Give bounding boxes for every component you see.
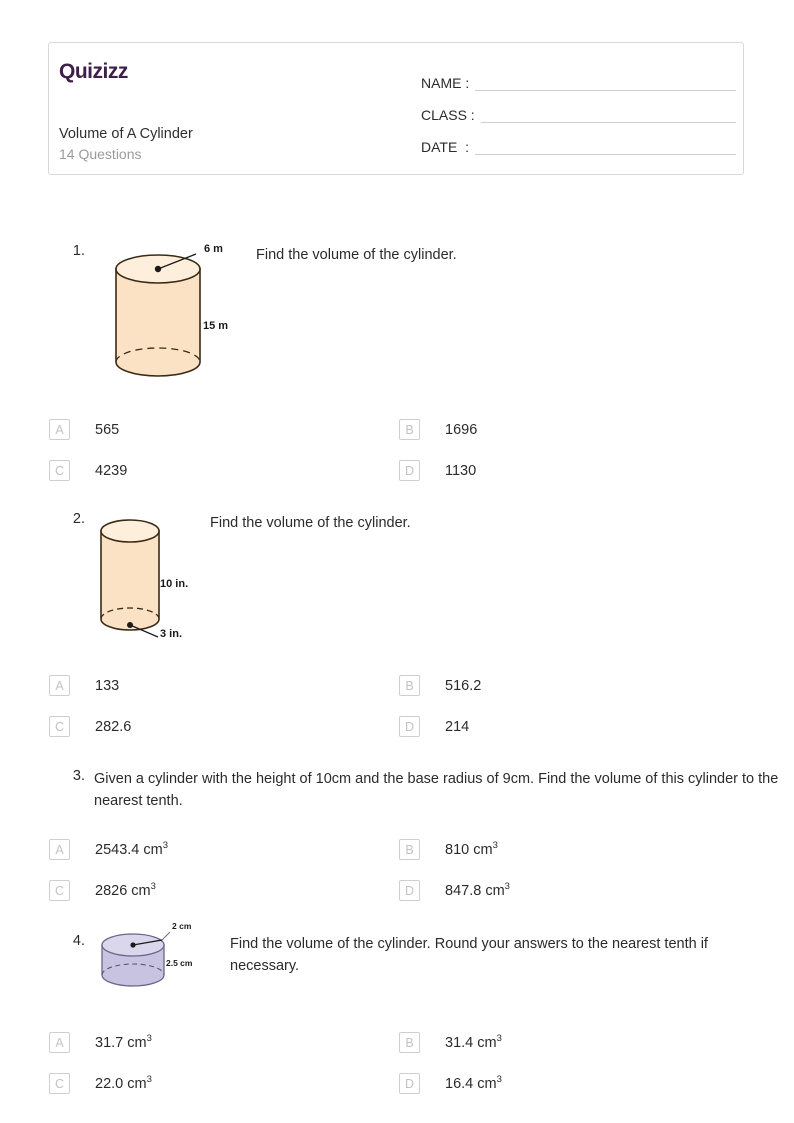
question-4-radius-label: 2 cm — [172, 923, 192, 931]
answer-text-d: 847.8 $cm^3$ — [445, 880, 510, 899]
class-field-label: CLASS : — [421, 107, 475, 123]
answer-option-d[interactable] — [399, 716, 469, 737]
answer-option-a[interactable] — [49, 419, 119, 440]
answer-option-c[interactable] — [49, 1073, 152, 1094]
class-field-row — [421, 103, 736, 123]
question-3-number: 3. — [72, 768, 85, 784]
date-field-input[interactable] — [475, 139, 736, 155]
question-2-cylinder-figure — [96, 515, 246, 650]
quizizz-logo-mark — [59, 59, 169, 85]
answer-text-c: 282.6 — [95, 718, 132, 735]
answer-text-b: 1696 — [445, 421, 478, 438]
answer-option-c[interactable] — [49, 460, 127, 481]
answer-text-d: 214 — [445, 718, 470, 735]
question-1-number: 1. — [72, 243, 85, 259]
question-2-text: Find the volume of the cylinder. — [210, 515, 411, 531]
answer-text-b: 31.4 $cm^3$ — [445, 1032, 502, 1051]
answer-text-d: 1130 — [445, 462, 477, 479]
answer-letter-c: C — [49, 1073, 70, 1094]
answer-letter-b: B — [399, 419, 420, 440]
answer-letter-b: B — [399, 1032, 420, 1053]
question-count-label: 14 Questions — [59, 146, 142, 162]
question-2-number: 2. — [72, 511, 85, 527]
answer-option-a[interactable] — [49, 839, 168, 860]
answer-letter-d: D — [399, 1073, 420, 1094]
answer-letter-b: B — [399, 675, 420, 696]
question-3-text: Given a cylinder with the height of 10cm and the base radius of 9cm. Find the volume of this cylinder to the nearest tenth. — [94, 771, 779, 809]
answer-option-d[interactable] — [399, 460, 476, 481]
question-4-number: 4. — [72, 933, 85, 949]
answer-text-c: 2826 $cm^3$ — [95, 880, 156, 899]
answer-option-b[interactable] — [399, 419, 477, 440]
answer-letter-a: A — [49, 675, 70, 696]
name-field-label: NAME : — [421, 75, 470, 91]
class-field-input[interactable] — [481, 107, 736, 123]
question-1-text: Find the volume of the cylinder. — [256, 247, 457, 263]
answer-text-c: 4239 — [95, 462, 128, 479]
answer-option-c[interactable] — [49, 716, 131, 737]
quizizz-logo-text: Quizizz — [59, 60, 128, 83]
answer-option-b[interactable] — [399, 675, 481, 696]
answer-option-a[interactable] — [49, 675, 119, 696]
answer-option-d[interactable] — [399, 1073, 502, 1094]
answer-letter-c: C — [49, 460, 70, 481]
worksheet-header-card — [48, 42, 744, 175]
answer-option-c[interactable] — [49, 880, 156, 901]
quizizz-logo — [59, 59, 169, 91]
date-field-label: DATE : — [421, 139, 469, 155]
name-field-row — [421, 71, 736, 91]
question-1-cylinder-figure — [108, 243, 258, 388]
answer-letter-a: A — [49, 419, 70, 440]
answer-letter-c: C — [49, 880, 70, 901]
answer-text-d: 16.4 $cm^3$ — [445, 1073, 502, 1092]
answer-letter-a: A — [49, 839, 70, 860]
answer-text-b: 810 $cm^3$ — [445, 839, 498, 858]
question-4-height-label: 2.5 cm — [166, 958, 193, 968]
answer-text-c: 22.0 $cm^3$ — [95, 1073, 152, 1092]
cylinder-diagram-1 — [108, 248, 258, 388]
answer-letter-c: C — [49, 716, 70, 737]
question-2-height-label: 10 in. — [160, 578, 189, 590]
answer-letter-d: D — [399, 716, 420, 737]
answer-option-b[interactable] — [399, 839, 498, 860]
answer-text-a: 2543.4 $cm^3$ — [95, 839, 169, 858]
date-field-row — [421, 135, 736, 155]
question-1-height-label: 15 m — [203, 320, 229, 332]
answer-letter-d: D — [399, 460, 420, 481]
question-4-text: Find the volume of the cylinder. Round your answers to the nearest tenth if necessary. — [230, 936, 708, 974]
answer-text-b: 516.2 — [445, 677, 482, 694]
answer-text-a: 133 — [95, 677, 120, 694]
answer-option-b[interactable] — [399, 1032, 502, 1053]
answer-text-a: 31.7 $cm^3$ — [95, 1032, 152, 1051]
answer-option-a[interactable] — [49, 1032, 152, 1053]
answer-letter-d: D — [399, 880, 420, 901]
question-2-radius-label: 3 in. — [160, 628, 183, 640]
question-1-radius-label: 6 m — [204, 243, 223, 255]
answer-letter-b: B — [399, 839, 420, 860]
answer-letter-a: A — [49, 1032, 70, 1053]
answer-option-d[interactable] — [399, 880, 510, 901]
question-4-cylinder-figure — [94, 923, 234, 1003]
answer-text-a: 565 — [95, 421, 120, 438]
name-field-input[interactable] — [475, 75, 736, 91]
cylinder-diagram-4 — [94, 923, 234, 1003]
page-title: Volume of A Cylinder — [59, 126, 193, 142]
